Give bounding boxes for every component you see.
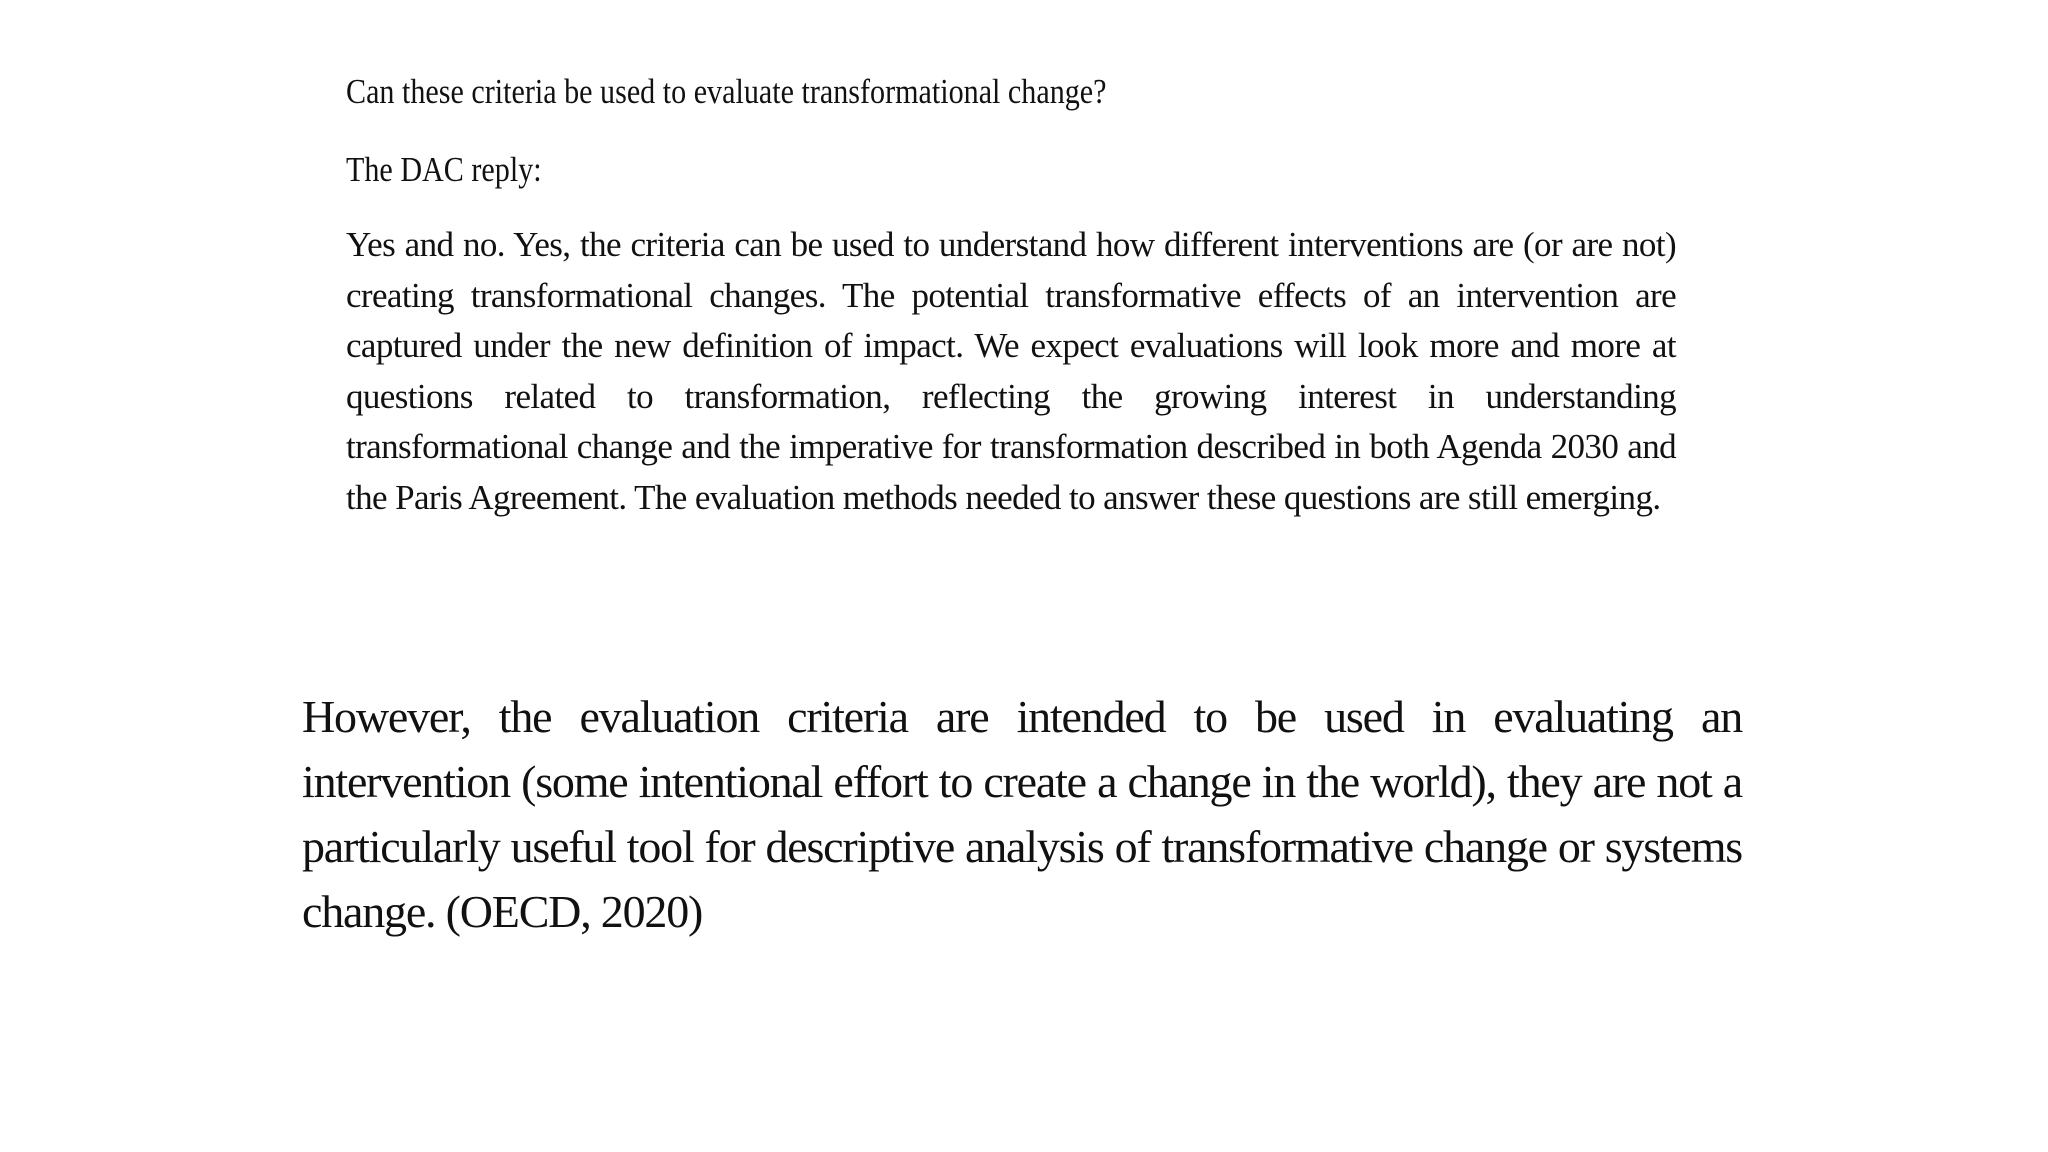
quote-answer-paragraph: Yes and no. Yes, the criteria can be used to understand how different interventions are (or are not) creating transformational changes. The potential transformative effects of an intervention are captured under the new definition of impact. We expect evaluations will look more and more at questions related to transformation, reflecting the growing interest in understanding transformational change and the imperative for transformation described in both Agenda 2030 and the Paris Agreement. The evaluation methods needed to answer these questions are still emerging. — [346, 225, 1676, 517]
quote-question: Can these criteria be used to evaluate transformational change? — [346, 72, 1107, 111]
quoted-excerpt — [346, 66, 1676, 523]
quote-reply-label: The DAC reply: — [346, 150, 542, 189]
conclusion-paragraph: However, the evaluation criteria are intended to be used in evaluating an intervention (some intentional effort to create a change in the world), they are not a particularly useful tool for descriptive analysis of transformative change or systems change. (OECD, 2020) — [302, 691, 1742, 937]
